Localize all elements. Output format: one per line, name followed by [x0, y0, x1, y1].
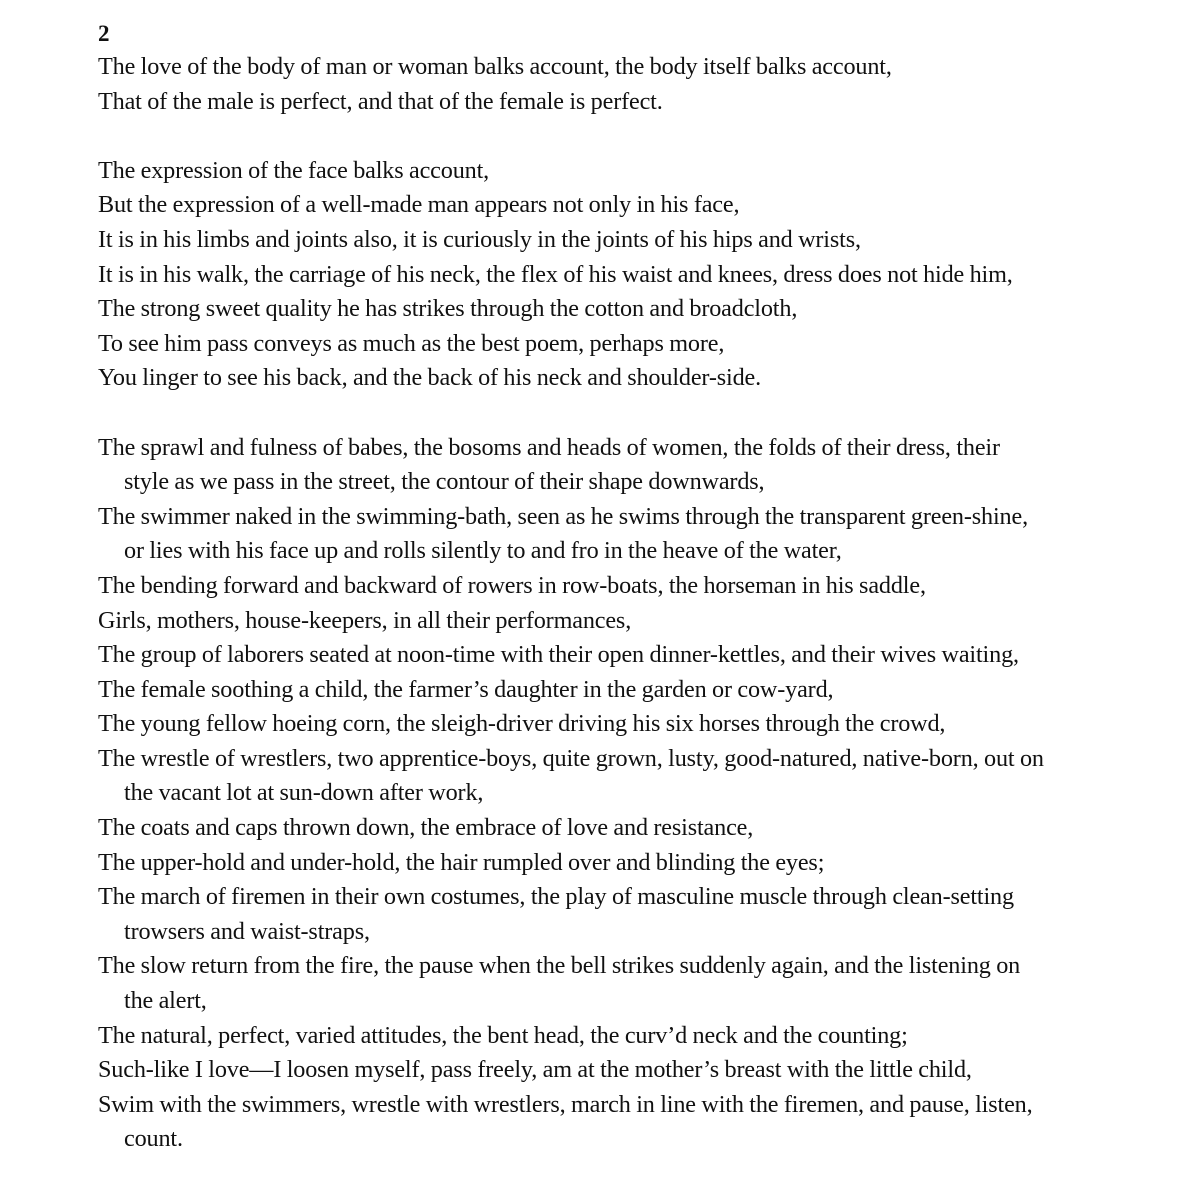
poem-line: [98, 500, 1168, 569]
poem-line-text: The young fellow hoeing corn, the sleigh-driver driving his six horses through the crowd,: [98, 710, 946, 738]
poem-line-text: You linger to see his back, and the back of his neck and shoulder-side.: [98, 364, 762, 392]
poem-line-text: Such-like I love—I loosen myself, pass freely, am at the mother’s breast with the little child,: [98, 1056, 972, 1084]
poem-line-continuation: the vacant lot at sun-down after work,: [124, 779, 484, 807]
poem-line: [98, 154, 1168, 189]
poem-line-text: To see him pass conveys as much as the best poem, perhaps more,: [98, 329, 725, 357]
poem-page: [98, 18, 1168, 1192]
poem-line: [98, 604, 1168, 639]
poem-line: [98, 188, 1168, 223]
poem-line: [98, 1053, 1168, 1088]
poem-line-text: The expression of the face balks account,: [98, 156, 490, 184]
stanza: [98, 50, 1168, 119]
stanza: [98, 154, 1168, 396]
poem-line: [98, 949, 1168, 1018]
poem-line: [98, 50, 1168, 85]
poem-line: [98, 327, 1168, 362]
poem-line: [98, 258, 1168, 293]
poem-line-text: Girls, mothers, house-keepers, in all their performances,: [98, 606, 632, 634]
poem-line: [98, 431, 1168, 500]
poem-line: [98, 811, 1168, 846]
poem-line-text: Swim with the swimmers, wrestle with wrestlers, march in line with the firemen, and pause, listen,: [98, 1090, 1033, 1118]
poem-line-text: The coats and caps thrown down, the embrace of love and resistance,: [98, 814, 754, 842]
poem-line-text: The wrestle of wrestlers, two apprentice-boys, quite grown, lusty, good-natured, native-born, out on: [98, 744, 1044, 772]
poem-line-text: But the expression of a well-made man appears not only in his face,: [98, 191, 740, 219]
poem-line: [98, 742, 1168, 811]
poem-line-continuation: style as we pass in the street, the contour of their shape downwards,: [124, 468, 765, 496]
poem-line: [98, 673, 1168, 708]
poem-line: [98, 292, 1168, 327]
poem-line-continuation: count.: [124, 1125, 183, 1153]
poem-line: [98, 1088, 1168, 1157]
poem-line-text: The natural, perfect, varied attitudes, the bent head, the curv’d neck and the counting;: [98, 1021, 908, 1049]
poem-line-text: The swimmer naked in the swimming-bath, seen as he swims through the transparent green-shine,: [98, 502, 1028, 530]
poem-line-text: The sprawl and fulness of babes, the bosoms and heads of women, the folds of their dress, their: [98, 433, 1000, 461]
poem-line-text: The slow return from the fire, the pause when the bell strikes suddenly again, and the listening on: [98, 952, 1021, 980]
poem-line-text: The female soothing a child, the farmer’s daughter in the garden or cow-yard,: [98, 675, 834, 703]
poem-line-text: It is in his walk, the carriage of his neck, the flex of his waist and knees, dress does not hide him,: [98, 260, 1013, 288]
poem-line-text: The strong sweet quality he has strikes through the cotton and broadcloth,: [98, 295, 798, 323]
poem-line: [98, 85, 1168, 120]
poem-line: [98, 569, 1168, 604]
poem-line: [98, 223, 1168, 258]
poem-line-continuation: or lies with his face up and rolls silently to and fro in the heave of the water,: [124, 537, 842, 565]
stanza: [98, 431, 1168, 1157]
poem-line-text: It is in his limbs and joints also, it is curiously in the joints of his hips and wrists,: [98, 225, 861, 253]
poem-line-text: The group of laborers seated at noon-time with their open dinner-kettles, and their wives waiting,: [98, 641, 1019, 669]
poem-line-text: The love of the body of man or woman balks account, the body itself balks account,: [98, 53, 892, 80]
section-number: 2: [98, 21, 110, 46]
poem-body: [98, 50, 1168, 1157]
poem-line-continuation: trowsers and waist-straps,: [124, 917, 370, 945]
poem-line-text: That of the male is perfect, and that of the female is perfect.: [98, 87, 663, 115]
poem-line: [98, 880, 1168, 949]
poem-line: [98, 1019, 1168, 1054]
poem-line: [98, 846, 1168, 881]
poem-line-text: The march of firemen in their own costumes, the play of masculine muscle through clean-setting: [98, 883, 1014, 911]
poem-line: [98, 707, 1168, 742]
poem-line-continuation: the alert,: [124, 987, 207, 1015]
poem-line-text: The upper-hold and under-hold, the hair rumpled over and blinding the eyes;: [98, 848, 825, 876]
poem-line-text: The bending forward and backward of rowers in row-boats, the horseman in his saddle,: [98, 571, 926, 599]
poem-line: [98, 361, 1168, 396]
poem-line: [98, 638, 1168, 673]
